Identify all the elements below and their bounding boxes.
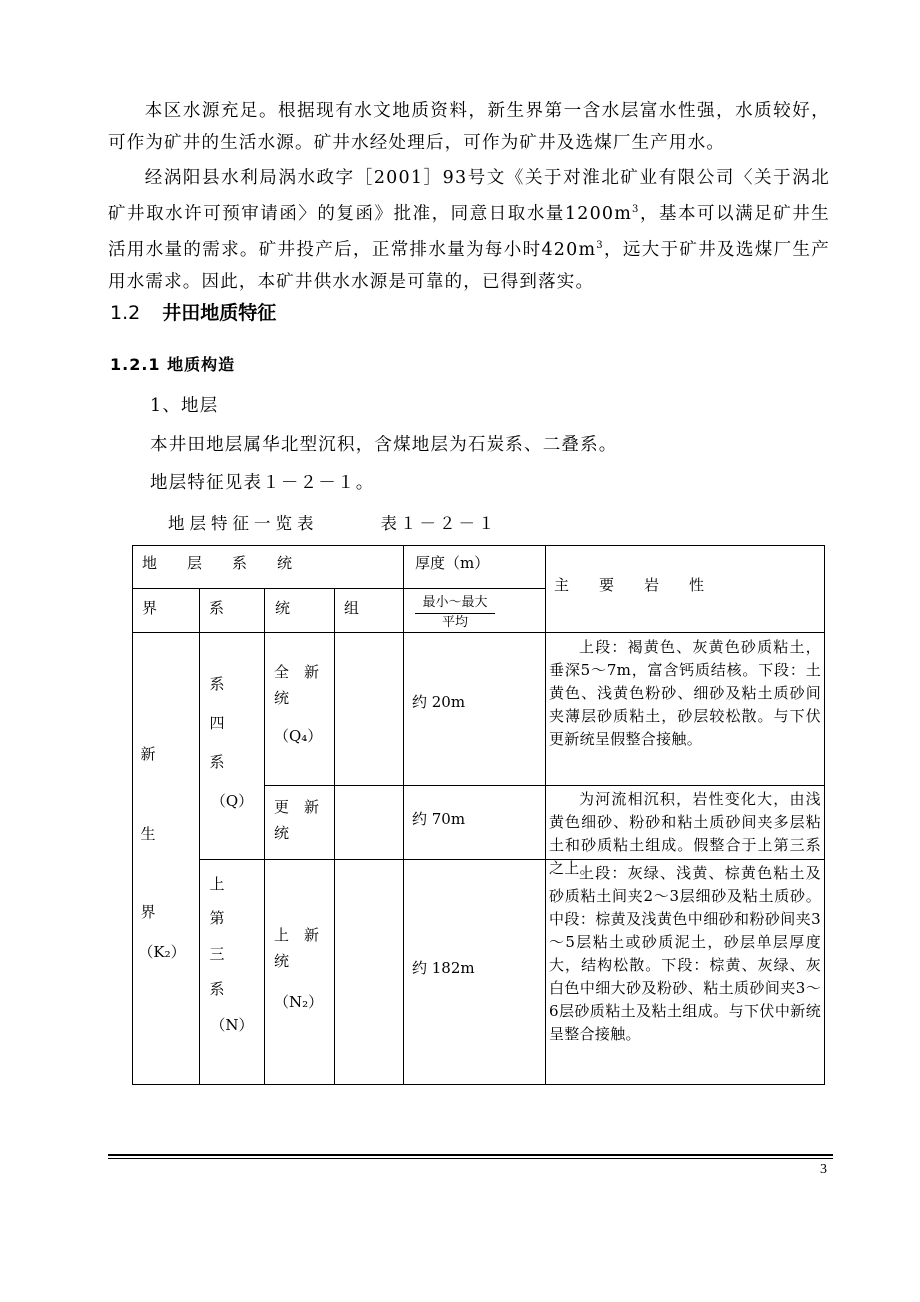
page-number: 3 bbox=[820, 1162, 827, 1177]
era-char-3: 界 bbox=[140, 903, 156, 921]
header-tong: 统 bbox=[275, 599, 291, 617]
tertiary-char-2: 第 bbox=[209, 909, 225, 927]
era-code: （K₂） bbox=[138, 943, 186, 961]
paragraph-water-source: 本区水源充足。根据现有水文地质资料，新生界第一含水层富水性强，水质较好，可作为矿井的生活水源。矿井水经处理后，可作为矿井及选煤厂生产用水。 bbox=[108, 101, 830, 153]
superscript-3: 3 bbox=[632, 204, 640, 215]
quaternary-char-2: 四 bbox=[209, 714, 225, 732]
table-number: 表１－２－１ bbox=[380, 514, 498, 533]
row1-lithology: 上段：褐黄色、灰黄色砂质粘土，垂深5～7m，富含钙质结核。下段：土黄色、浅黄色粉砂、细砂及粘土质砂间夹薄层砂质粘土，砂层较松散。与下伏更新统呈假整合接触。 bbox=[549, 638, 821, 748]
superscript-3: 3 bbox=[596, 239, 604, 251]
strata-table-ref: 地层特征见表１－２－１。 bbox=[150, 473, 375, 493]
tertiary-char-1: 上 bbox=[209, 875, 225, 893]
tertiary-char-4: 系 bbox=[209, 980, 225, 998]
header-min-max: 最小～最大 bbox=[422, 595, 488, 610]
row2-thickness: 约 70m bbox=[412, 810, 466, 828]
row1-code: （Q₄） bbox=[274, 727, 323, 745]
section-number: 1.2 bbox=[110, 302, 141, 324]
paragraph-permit-part-3: ，远大于矿井及选煤厂生产用水需求。因此，本矿井供水水源是可靠的，已得到落实。 bbox=[108, 239, 830, 292]
header-jie: 界 bbox=[142, 599, 158, 617]
quaternary-char-1: 系 bbox=[209, 675, 225, 693]
row3-thickness: 约 182m bbox=[412, 959, 475, 977]
quaternary-char-3: 系 bbox=[209, 753, 225, 771]
row2-lithology: 为河流相沉积，岩性变化大，由浅黄色细砂、粉砂和粘土质砂间夹多层粘土和砂质粘土组成。假整合于上第三系之上。 bbox=[549, 790, 821, 877]
table-caption bbox=[168, 510, 498, 534]
section-heading-1-2 bbox=[110, 298, 276, 325]
quaternary-code: （Q） bbox=[210, 792, 254, 810]
paragraph-permit-part-1: 经涡阳县水利局涡水政字［2001］93号文《关于对淮北矿业有限公司〈关于涡北矿井取水许可预审请函〉的复函》批准，同意日取水量1200m bbox=[108, 168, 830, 224]
row3-code: （N₂） bbox=[274, 993, 324, 1011]
row1-thickness: 约 20m bbox=[412, 693, 466, 711]
row3-tong: 上 新 统 bbox=[274, 926, 320, 970]
header-xi: 系 bbox=[209, 599, 225, 617]
footer-rule-thin bbox=[108, 1158, 833, 1159]
paragraph-water-permit bbox=[108, 162, 830, 298]
footer-rule-thick bbox=[108, 1154, 833, 1156]
strata-table bbox=[132, 545, 825, 1085]
section-title: 井田地质特征 bbox=[162, 302, 277, 324]
row1-tong: 全 新 统 bbox=[274, 663, 320, 707]
header-average: 平均 bbox=[441, 615, 468, 630]
era-char-1: 新 bbox=[140, 745, 156, 763]
item-strata: 1、地层 bbox=[150, 396, 219, 416]
row3-lithology: 上段：灰绿、浅黄、棕黄色粘土及砂质粘土间夹2～3层细砂及粘土质砂。中段：棕黄及浅黄色中细砂和粉砂间夹3～5层粘土或砂质泥土，砂层单层厚度大，结构松散。下段：棕黄、灰绿、灰白色中细大砂及粉砂、粘土质砂间夹3～6层砂质粘土及粘土组成。与下伏中新统呈整合接触。 bbox=[549, 864, 821, 1043]
paragraph-permit-part-2: ，基本可以满足矿井生活用水量的需求。矿井投产后，正常排水量为每小时420m bbox=[108, 203, 830, 260]
tertiary-char-3: 三 bbox=[209, 945, 225, 963]
subsection-heading-1-2-1: 1.2.1 地质构造 bbox=[110, 355, 236, 374]
header-lithology: 主 要 岩 性 bbox=[554, 576, 705, 594]
header-thickness: 厚度（m） bbox=[415, 554, 490, 572]
table-title: 地层特征一览表 bbox=[168, 514, 319, 533]
header-zu: 组 bbox=[344, 599, 360, 617]
era-char-2: 生 bbox=[140, 825, 156, 843]
strata-intro: 本井田地层属华北型沉积，含煤地层为石炭系、二叠系。 bbox=[150, 435, 618, 455]
row2-tong: 更 新 统 bbox=[274, 798, 320, 842]
tertiary-code: （N） bbox=[210, 1016, 254, 1034]
header-strata-system: 地 层 系 统 bbox=[142, 554, 293, 572]
